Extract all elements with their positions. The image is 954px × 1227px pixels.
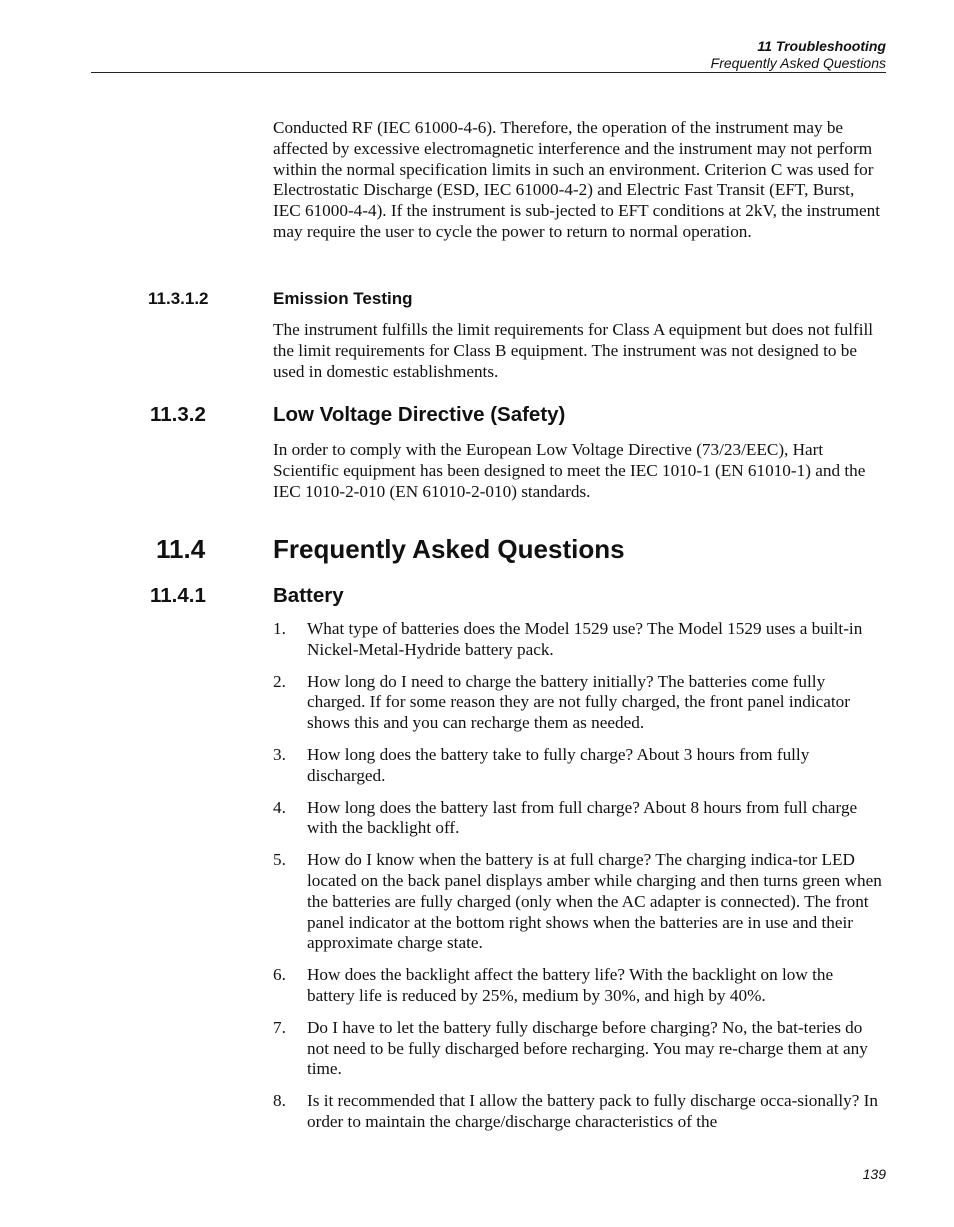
battery-faq-list [273,619,885,1133]
lvd-paragraph: In order to comply with the European Low Voltage Directive (73/23/EEC), Hart Scientific equipment has been designed to meet the IEC 1010-1 (EN 61010-1) and the IEC 1010-2-010 (EN 61010-2-010) standards. [273,440,866,501]
emission-section-number: 11.3.1.2 [148,289,209,308]
list-item-text: How long does the battery take to fully charge? About 3 hours from fully discharged. [307,744,810,785]
list-item-number: 1. [273,619,286,638]
list-item [273,965,885,1007]
list-item [273,798,885,840]
list-item [273,850,885,954]
list-item-number: 8. [273,1091,286,1111]
list-item-number: 5. [273,850,286,870]
battery-section-number: 11.4.1 [150,584,206,607]
running-header [711,38,886,72]
page-number: 139 [862,1166,886,1182]
emission-section-title: Emission Testing [273,289,413,308]
faq-section-title: Frequently Asked Questions [273,534,625,564]
list-item-number: 2. [273,671,286,691]
list-item-text: How long do I need to charge the battery initially? The batteries come fully charged. If for some reason they are not fully charged, the front panel indicator shows this and you can recharge them as needed. [307,671,850,733]
list-item-number: 6. [273,965,286,985]
list-item-text: How do I know when the battery is at full charge? The charging indica-tor LED located on the back panel displays amber while charging and then turns green when the batteries are fully charged (only when the AC adapter is connected). The front panel indicator at the bottom right shows when the batteries are in use and their approximate charge state. [307,850,882,953]
emission-paragraph: The instrument fulfills the limit requirements for Class A equipment but does not fulfill the limit requirements for Class B equipment. The instrument was not designed to be used in domestic establishments. [273,320,874,381]
battery-section-title: Battery [273,584,344,607]
list-item [273,619,885,661]
faq-section-number: 11.4 [156,534,206,564]
list-item-text: How long does the battery last from full charge? About 8 hours from full charge with the backlight off. [307,797,858,838]
lvd-section-title: Low Voltage Directive (Safety) [273,403,566,426]
list-item [273,1091,885,1133]
list-item-text: Do I have to let the battery fully discharge before charging? No, the bat-teries do not need to be fully discharged before recharging. You may re-charge them at any time. [307,1017,868,1079]
list-item-text: How does the backlight affect the battery life? With the backlight on low the battery life is reduced by 25%, medium by 30%, and high by 40%. [307,965,834,1005]
header-chapter: 11 Troubleshooting [757,38,886,54]
list-item-text: Is it recommended that I allow the battery pack to fully discharge occa-sionally? In order to maintain the charge/discharge characteristics of the [307,1091,878,1131]
list-item-text: What type of batteries does the Model 1529 use? The Model 1529 uses a built-in Nickel-Metal-Hydride battery pack. [307,619,863,659]
intro-paragraph: Conducted RF (IEC 61000-4-6). Therefore, the operation of the instrument may be affected by excessive electromagnetic interference and the instrument may not perform within the normal specification limits in such an environment. Criterion C was used for Electrostatic Discharge (ESD, IEC 61000-4-2) and Electric Fast Transit (EFT, Burst, IEC 61000-4-4). If the instrument is sub-jected to EFT conditions at 2kV, the instrument may require the user to cycle the power to return to normal operation. [273,118,881,241]
list-item [273,672,885,734]
lvd-section-number: 11.3.2 [150,403,206,426]
header-section: Frequently Asked Questions [710,55,886,71]
list-item [273,1018,885,1080]
list-item [273,745,885,787]
list-item-number: 4. [273,797,286,817]
header-rule [91,72,886,73]
list-item-number: 7. [273,1017,286,1037]
list-item-number: 3. [273,744,286,764]
